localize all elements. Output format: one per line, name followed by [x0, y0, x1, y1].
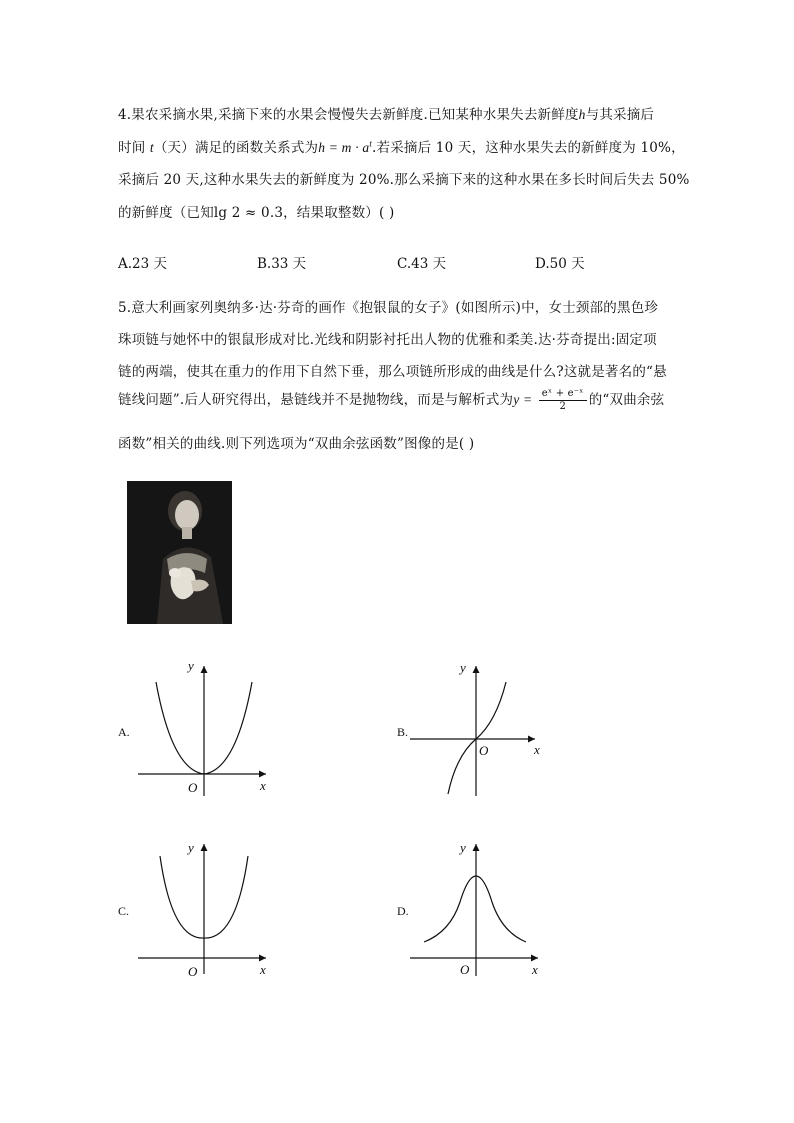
q5-text-1: 5.意大利画家列奥纳多·达·芬奇的画作《抱银鼠的女子》(如图所示)中，女士颈部的黑色珍 [118, 300, 659, 316]
graph-c-label[interactable]: C. [118, 904, 130, 918]
q4-text-1: 4.果农采摘水果,采摘下来的水果会慢慢失去新鲜度.已知某种水果失去新鲜度 [118, 107, 579, 123]
q4-line-4 [118, 201, 394, 221]
q5-text-4a: 链线问题”.后人研究得出，悬链线并不是抛物线，而是与解析式为 [118, 392, 514, 408]
q5-line-1 [118, 296, 658, 316]
x-axis-label: x [532, 962, 538, 977]
origin-label: O [188, 964, 198, 979]
q4-text-2a: 时间 [118, 140, 146, 156]
graph-a[interactable] [138, 660, 273, 800]
q5-formula-fraction [539, 388, 587, 413]
origin-label: O [479, 743, 489, 758]
y-axis-label: y [460, 840, 466, 855]
origin-label: O [188, 780, 198, 795]
var-t: t [149, 140, 154, 155]
q5-line-2 [118, 328, 657, 348]
q5-fraction-denominator: 2 [559, 401, 567, 412]
q4-line-1 [118, 103, 654, 123]
q5-text-5: 函数”相关的曲线.则下列选项为“双曲余弦函数”图像的是( ) [118, 436, 475, 452]
graph-d-label[interactable]: D. [397, 904, 409, 918]
q5-text-2: 珠项链与她怀中的银鼠形成对比.光线和阴影衬托出人物的优雅和柔美.达·芬奇提出:固定项 [118, 332, 657, 348]
origin-label: O [460, 962, 470, 977]
graph-a-label[interactable]: A. [118, 725, 130, 739]
x-axis-label: x [534, 742, 540, 757]
q5-line-5 [118, 432, 474, 452]
q5-text-4b: 的“双曲余弦 [588, 392, 665, 408]
y-axis-label: y [188, 658, 194, 673]
x-axis-label: x [260, 962, 266, 977]
graph-b[interactable] [410, 660, 545, 800]
y-axis-label: y [188, 840, 194, 855]
q4-line-2 [118, 136, 685, 156]
x-axis-label: x [260, 778, 266, 793]
q4-text-2b: （天）满足的函数关系式为 [153, 140, 319, 156]
var-h: h [578, 107, 586, 122]
graph-c[interactable] [138, 838, 273, 978]
q5-formula-lhs: y = [513, 392, 533, 407]
graph-b-label[interactable]: B. [397, 725, 409, 739]
q4-text-1b: 与其采摘后 [585, 107, 655, 123]
q4-text-3: 采摘后 20 天,这种水果失去的新鲜度为 20%.那么采摘下来的这种水果在多长时间后失去 50% [118, 172, 690, 188]
lady-with-ermine-painting [127, 481, 232, 624]
q4-option-d[interactable]: D.50 天 [535, 256, 585, 272]
q4-formula-exponent: t [369, 138, 373, 149]
q5-fraction-numerator: eˣ + e⁻ˣ [539, 388, 587, 401]
graph-d[interactable] [410, 840, 545, 980]
q5-line-3 [118, 360, 667, 380]
y-axis-label: y [460, 660, 466, 675]
bell-curve [424, 876, 526, 942]
q4-formula: h = m · a [318, 140, 370, 155]
q4-text-4: 的新鲜度（已知lg 2 ≈ 0.3，结果取整数）( ) [118, 205, 395, 221]
odd-function-curve [448, 682, 506, 794]
q4-option-b[interactable]: B.33 天 [257, 256, 307, 272]
q5-text-3: 链的两端，使其在重力的作用下自然下垂，那么项链所形成的曲线是什么?这就是著名的“悬 [118, 364, 667, 380]
q4-text-2c: .若采摘后 10 天，这种水果失去的新鲜度为 10%， [372, 140, 685, 156]
q4-line-3 [118, 168, 690, 188]
q4-option-a[interactable]: A.23 天 [118, 256, 168, 272]
q4-option-c[interactable]: C.43 天 [397, 256, 447, 272]
q5-line-4 [118, 388, 664, 413]
